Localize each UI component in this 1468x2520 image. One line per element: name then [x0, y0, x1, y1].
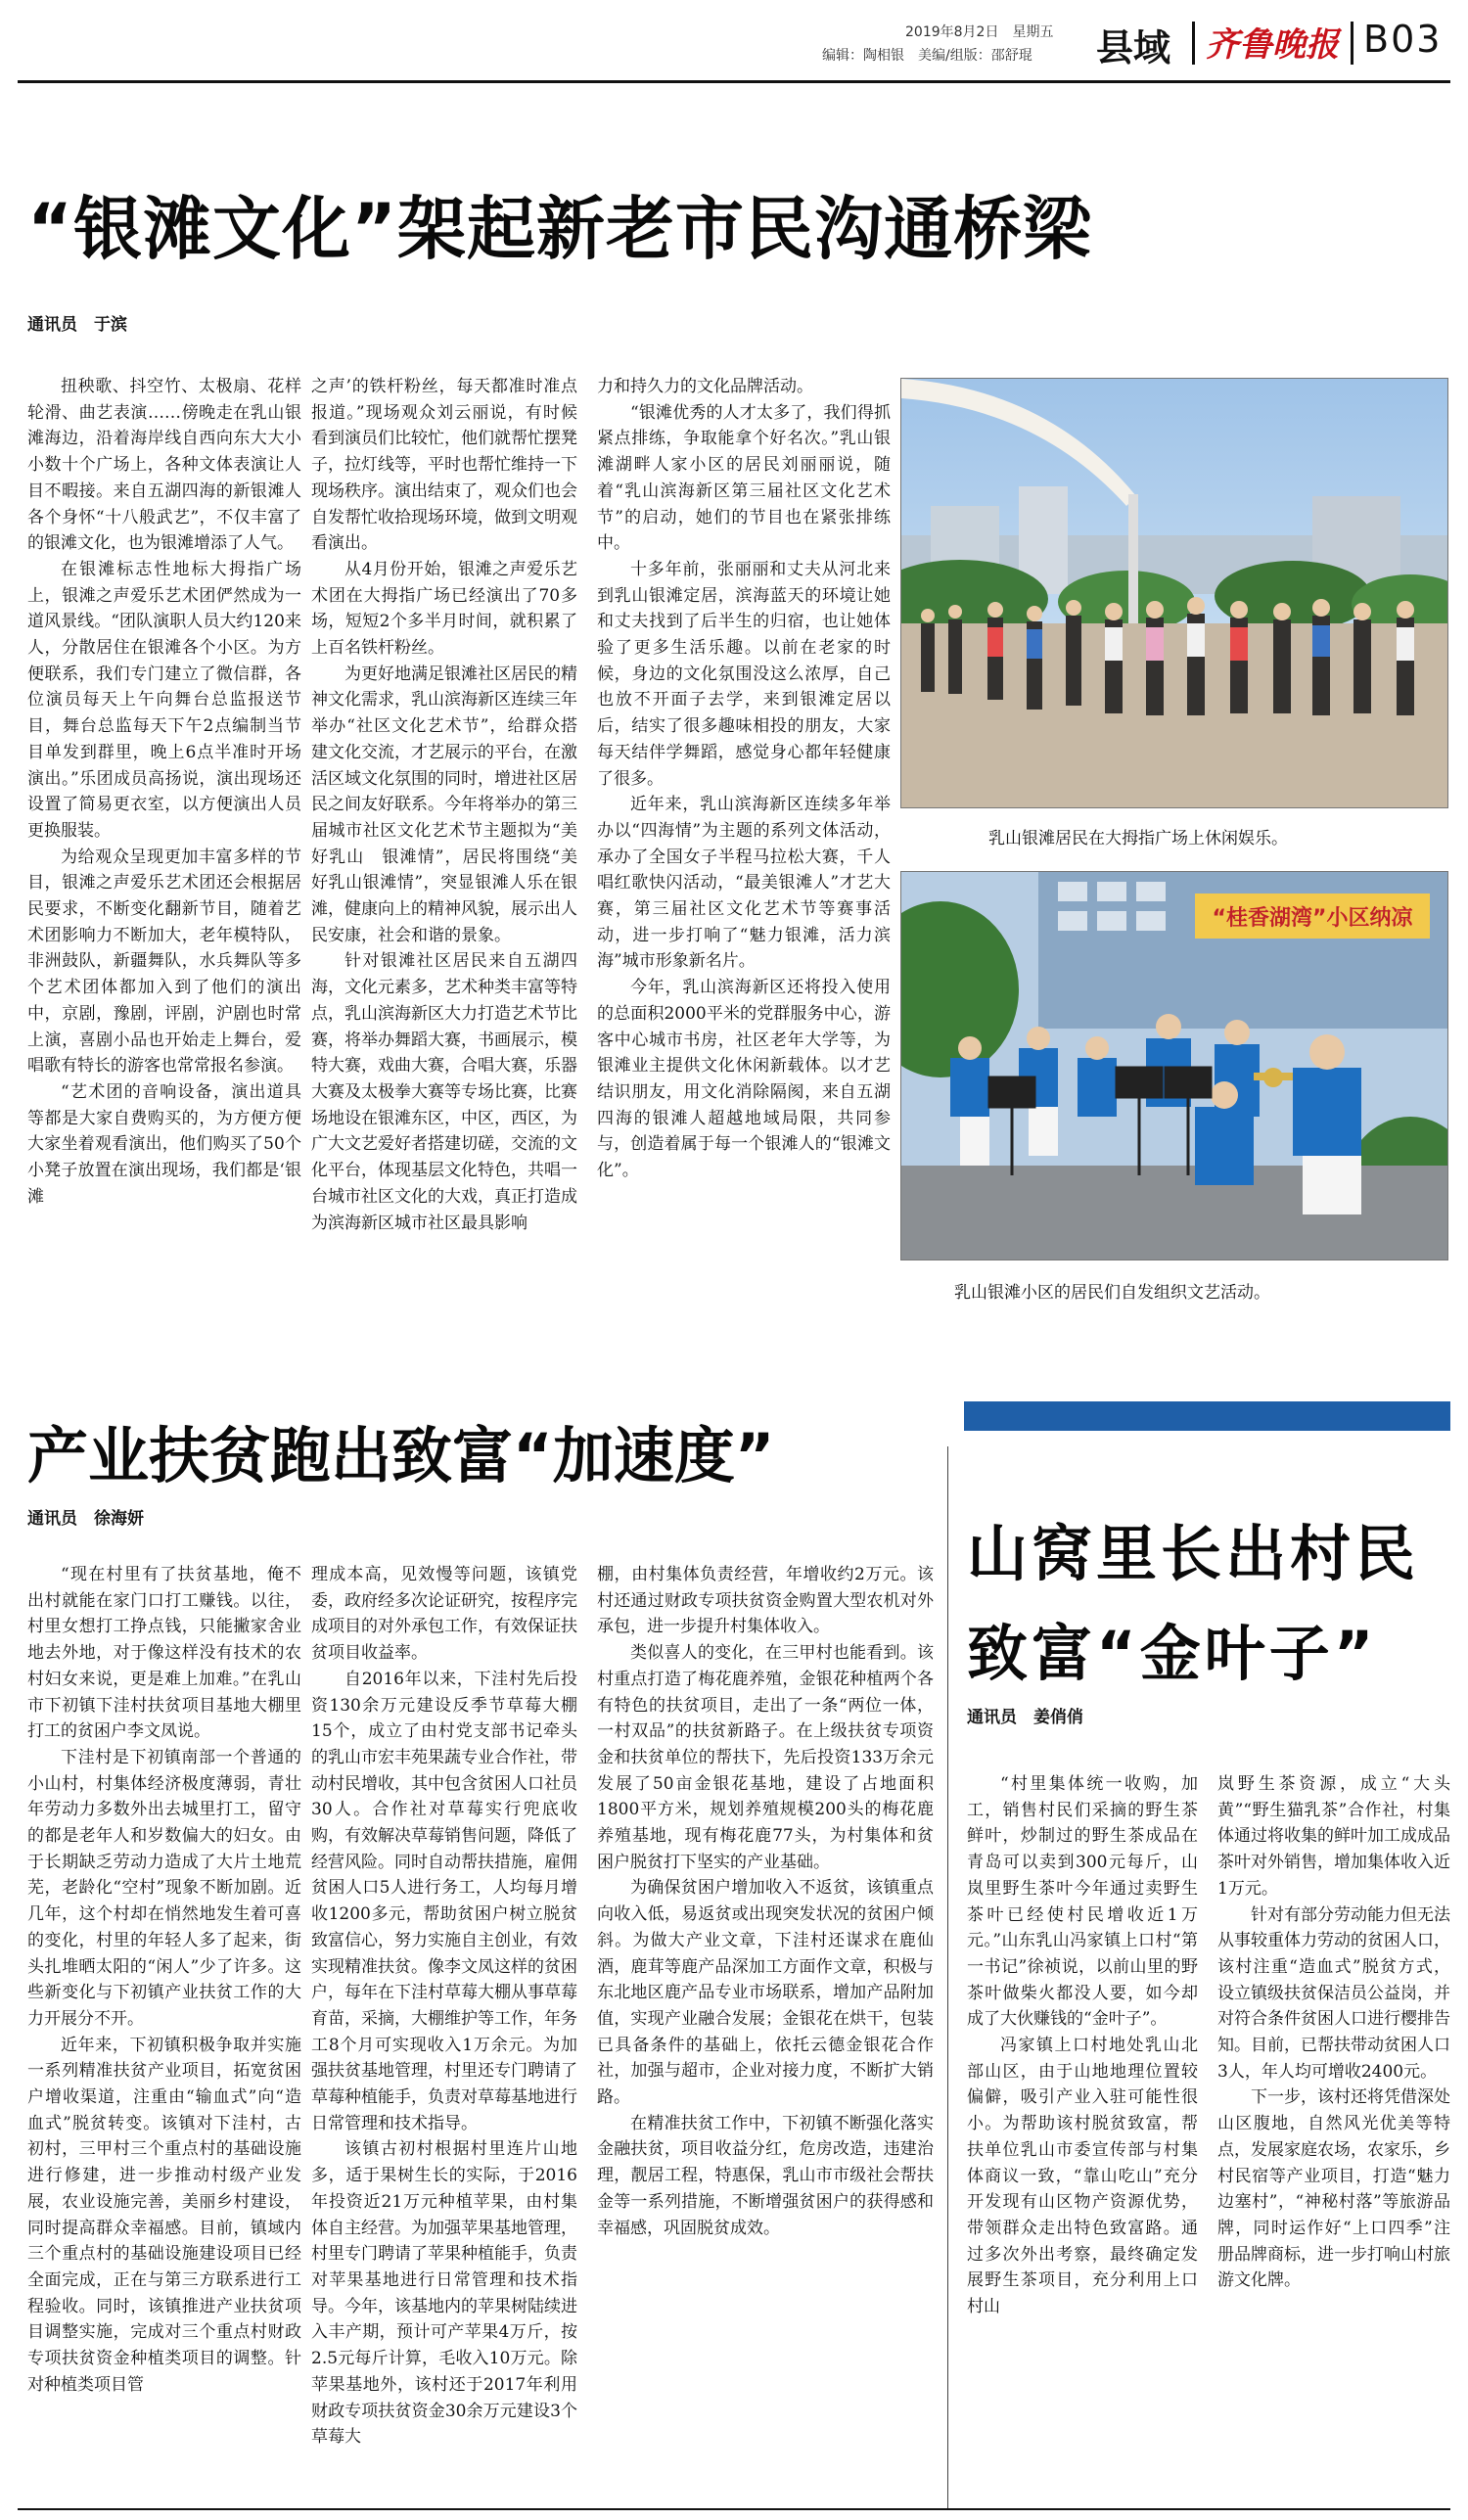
paragraph: “银滩优秀的人才太多了，我们得抓紧点排练，争取能拿个好名次。”乳山银滩湖畔人家小区的居民刘丽丽说，随着“乳山滨海新区第三届社区文化艺术节”的启动，她们的节目也在紧张排练中。: [597, 402, 891, 554]
paragraph: “村里集体统一收购，加工，销售村民们采摘的野生茶鲜叶，炒制过的野生茶成品在青岛可以卖到300元每斤，山岚里野生茶叶今年通过卖野生茶叶已经使村民增收近1万元。”山东乳山冯家镇上口村“第一书记”徐祯说，以前山里的野茶叶做柴火都没人要，如今却成了大伙赚钱的“金叶子”。: [967, 1774, 1198, 2030]
paragraph: 力和持久力的文化品牌活动。: [597, 377, 813, 396]
paragraph: 在精准扶贫工作中，下初镇不断强化落实金融扶贫，项目收益分红，危房改造，违建治理，靓居工程，特惠保，乳山市市级社会帮扶金等一系列措施，不断增强贫困户的获得感和幸福感，巩固脱贫成效。: [597, 2113, 934, 2238]
paragraph: 从4月份开始，银滩之声爱乐艺术团在大拇指广场已经演出了70多场，短短2个多半月时间，就积累了上百名铁杆粉丝。: [311, 559, 577, 659]
paragraph: 棚，由村集体负责经营，年增收约2万元。该村还通过财政专项扶贫资金购置大型农机对外承包，进一步提升村集体收入。: [597, 1565, 934, 1637]
paragraph: 近年来，乳山滨海新区连续多年举办以“四海情”为主题的系列文体活动，承办了全国女子半程马拉松大赛，千人唱红歌快闪活动，“最美银滩人”才艺大赛，第三届社区文化艺术节等赛事活动，进一步打响了“魅力银滩，活力滨海”城市形象新名片。: [597, 795, 891, 972]
paragraph: 为给观众呈现更加丰富多样的节目，银滩之声爱乐艺术团还会根据居民要求，不断变化翻新节目，随着艺术团影响力不断加大，老年模特队，非洲鼓队，新疆舞队，水兵舞队等多个艺术团体都加入到了他们的演出中，京剧，豫剧，评剧，沪剧也时常上演，喜剧小品也开始走上舞台，爱唱歌有特长的游客也常常报名参演。: [27, 847, 301, 1077]
paragraph: 在银滩标志性地标大拇指广场上，银滩之声爱乐艺术团俨然成为一道风景线。“团队演职人员大约120来人，分散居住在银滩各个小区。为方便联系，我们专门建立了微信群，各位演员每天上午向舞台总监报送节目，舞台总监每天下午2点编制当节目单发到群里，晚上6点半准时开场演出。”乐团成员高扬说，演出现场还设置了简易更衣室，以方便演出人员更换服装。: [27, 559, 301, 841]
article2-byline: 通讯员 徐海妍: [27, 1509, 144, 1529]
editor-credits: 编辑：陶相银 美编/组版：邵舒琨: [822, 48, 1032, 64]
paragraph: 类似喜人的变化，在三甲村也能看到。该村重点打造了梅花鹿养殖，金银花种植两个各有特色的扶贫项目，走出了一条“两位一体，一村双品”的扶贫新路子。在上级扶贫专项资金和扶贫单位的帮扶下，先后投资133万余元发展了50亩金银花基地，建设了占地面积1800平方米，规划养殖规模200头的梅花鹿养殖基地，现有梅花鹿77头，为村集体和贫困户脱贫打下坚实的产业基础。: [597, 1643, 934, 1872]
article3-column-1: [967, 1771, 1198, 2501]
photo-caption: 乳山银滩小区的居民们自发组织文艺活动。: [954, 1283, 1270, 1303]
header-divider: [1351, 22, 1353, 65]
paragraph: 扭秧歌、抖空竹、太极扇、花样轮滑、曲艺表演……傍晚走在乳山银滩海边，沿着海岸线自西向东大大小小数十个广场上，各种文体表演让人目不暇接。来自五湖四海的新银滩人各个身怀“十八般武艺”，不仅丰富了的银滩文化，也为银滩增添了人气。: [27, 377, 301, 554]
article3-headline-line1: 山窝里长出村民: [967, 1518, 1420, 1589]
article3-byline: 通讯员 姜俏俏: [967, 1708, 1083, 1727]
paragraph: “艺术团的音响设备，演出道具等都是大家自费购买的，为方便方便大家坐着观看演出，他们购买了50个小凳子放置在演出现场，我们都是‘银滩: [27, 1081, 301, 1207]
header-rule: [18, 80, 1450, 83]
band-scene-illustration: [901, 872, 1448, 1260]
paragraph: “现在村里有了扶贫基地，俺不出村就能在家门口打工赚钱。以往，村里女想打工挣点钱，只能撇家舍业地去外地，对于像这样没有技术的农村妇女来说，更是难上加难。”在乳山市下初镇下洼村扶贫项目基地大棚里打工的贫困户李文凤说。: [27, 1565, 301, 1742]
paragraph: 自2016年以来，下洼村先后投资130余万元建设反季节草莓大棚15个，成立了由村党支部书记牵头的乳山市宏丰苑果蔬专业合作社，带动村民增收，其中包含贫困人口社员30人。合作社对草莓实行兜底收购，有效解决草莓销售问题，降低了经营风险。同时自动帮扶措施，雇佣贫困人口5人进行务工，人均每月增收1200多元，帮助贫困户树立脱贫致富信心，努力实施自主创业，有效实现精准扶贫。像李文凤这样的贫困户，每年在下洼村草莓大棚从事草莓育苗，采摘，大棚维护等工作，年务工8个月可实现收入1万余元。为加强扶贫基地管理，村里还专门聘请了草莓种植能手，负责对草莓基地进行日常管理和技术指导。: [311, 1669, 577, 2133]
article1-headline: “银滩文化”架起新老市民沟通桥梁: [27, 189, 1093, 269]
issue-date: 2019年8月2日 星期五: [905, 24, 1054, 40]
page-number: B03: [1363, 18, 1443, 61]
section-name: 县域: [1096, 26, 1171, 69]
photo-band-performance: [900, 871, 1448, 1260]
photo-square-dancing: [900, 378, 1448, 808]
article3-accent-bar: [964, 1401, 1450, 1431]
paragraph: 为确保贫困户增加收入不返贫，该镇重点向收入低，易返贫或出现突发状况的贫困户倾斜。为做大产业文章，下洼村还谋求在鹿仙酒，鹿茸等鹿产品深加工方面作文章，积极与东北地区鹿产品专业市场联系，增加产品附加值，实现产业融合发展；金银花在烘干，包装已具备条件的基础上，依托云德金银花合作社，加强与超市，企业对接力度，不断扩大销路。: [597, 1878, 934, 2108]
header-divider: [1192, 22, 1195, 65]
article2-column-2: [311, 1562, 577, 2501]
article2-column-1: [27, 1562, 301, 2501]
article1-column-2: [311, 374, 577, 1352]
paragraph: 针对银滩社区居民来自五湖四海，文化元素多，艺术种类丰富等特点，乳山滨海新区大力打造艺术节比赛，将举办舞蹈大赛，书画展示，模特大赛，戏曲大赛，合唱大赛，乐器大赛及太极拳大赛等专场比赛，比赛场地设在银滩东区，中区，西区，为广大文艺爱好者搭建切磋，交流的文化平台，体现基层文化特色，共唱一台城市社区文化的大戏，真正打造成为滨海新区城市社区最具影响: [311, 951, 577, 1233]
paragraph: 今年，乳山滨海新区还将投入使用的总面积2000平米的党群服务中心，游客中心城市书房，社区老年大学等，为银滩业主提供文化休闲新载体。以才艺结识朋友，用文化消除隔阂，来自五湖四海的银滩人超越地域局限，共同参与，创造着属于每一个银滩人的“银滩文化”。: [597, 978, 891, 1181]
paragraph: 十多年前，张丽丽和丈夫从河北来到乳山银滩定居，滨海蓝天的环境让她和丈夫找到了后半生的归宿，也让她体验了更多生活乐趣。以前在老家的时候，身边的文化氛围没这么浓厚，自己也放不开面子去学，来到银滩定居以后，结实了很多趣味相投的朋友，大家每天结伴学舞蹈，感觉身心都年轻健康了很多。: [597, 559, 891, 789]
footer-rule: [18, 2508, 1450, 2510]
article2-headline: 产业扶贫跑出致富“加速度”: [27, 1420, 775, 1491]
page-header: [0, 0, 1468, 78]
banner-text: “桂香湖湾”小区纳凉: [1212, 906, 1413, 931]
paragraph: 该镇古初村根据村里连片山地多，适于果树生长的实际，于2016年投资近21万元种植苹果，由村集体自主经营。为加强苹果基地管理，村里专门聘请了苹果种植能手，负责对苹果基地进行日常管理和技术指导。今年，该基地内的苹果树陆续进入丰产期，预计可产苹果4万斤，按2.5元每斤计算，毛收入10万元。除苹果基地外，该村还于2017年利用财政专项扶贫资金30余万元建设3个草莓大: [311, 2139, 577, 2448]
article3-headline-line2: 致富“金叶子”: [967, 1618, 1378, 1689]
column-divider: [947, 1446, 948, 2508]
paragraph: 理成本高，见效慢等问题，该镇党委，政府经多次论证研究，按程序完成项目的对外承包工作，有效保证扶贫项目收益率。: [311, 1565, 577, 1664]
paragraph: 岚野生茶资源，成立“大头黄”“野生猫乳茶”合作社，村集体通过将收集的鲜叶加工成成品茶叶对外销售，增加集体收入近1万元。: [1217, 1774, 1450, 1899]
paragraph: 之声’的铁杆粉丝，每天都准时准点报道。”现场观众刘云丽说，有时候看到演员们比较忙，他们就帮忙摆凳子，拉灯线等，平时也帮忙维持一下现场秩序。演出结束了，观众们也会自发帮忙收拾现场环境，做到文明观看演出。: [311, 377, 577, 554]
newspaper-logo: 齐鲁晚报: [1206, 25, 1339, 65]
article1-column-3: [597, 374, 891, 1352]
paragraph: 为更好地满足银滩社区居民的精神文化需求，乳山滨海新区连续三年举办“社区文化艺术节”，给群众搭建文化交流，才艺展示的平台，在激活区域文化氛围的同时，增进社区居民之间友好联系。今年将举办的第三届城市社区文化艺术节主题拟为“美好乳山 银滩情”，居民将围绕“美好乳山银滩情”，突显银滩人乐在银滩，健康向上的精神风貌，展示出人民安康，社会和谐的景象。: [311, 664, 577, 945]
article3-column-2: [1217, 1771, 1450, 2501]
paragraph: 下洼村是下初镇南部一个普通的小山村，村集体经济极度薄弱，青壮年劳动力多数外出去城里打工，留守的都是老年人和岁数偏大的妇女。由于长期缺乏劳动力造成了大片土地荒芜，老龄化“空村”现象不断加剧。近几年，这个村却在悄然地发生着可喜的变化，村里的年轻人多了起来，街头扎堆晒太阳的“闲人”少了许多。这些新变化与下初镇产业扶贫工作的大力开展分不开。: [27, 1747, 301, 2029]
paragraph: 针对有部分劳动能力但无法从事较重体力劳动的贫困人口，该村注重“造血式”脱贫方式，设立镇级扶贫保洁员公益岗，并对符合条件贫困人口进行樱排告知。目前，已帮扶带动贫困人口3人，年人均可增收2400元。: [1217, 1904, 1450, 2082]
paragraph: 下一步，该村还将凭借深处山区腹地，自然风光优美等特点，发展家庭农场，农家乐，乡村民宿等产业项目，打造“魅力边塞村”，“神秘村落”等旅游品牌，同时运作好“上口四季”注册品牌商标，进一步打响山村旅游文化牌。: [1217, 2087, 1450, 2291]
article2-column-3: [597, 1562, 934, 2501]
photo-caption: 乳山银滩居民在大拇指广场上休闲娱乐。: [988, 829, 1288, 848]
article1-byline: 通讯员 于滨: [27, 315, 127, 335]
paragraph: 冯家镇上口村地处乳山北部山区，由于山地地理位置较偏僻，吸引产业入驻可能性很小。为帮助该村脱贫致富，帮扶单位乳山市委宣传部与村集体商议一致，“靠山吃山”充分开发现有山区物产资源优势，带领群众走出特色致富路。通过多次外出考察，最终确定发展野生茶项目，充分利用上口村山: [967, 2036, 1198, 2317]
paragraph: 近年来，下初镇积极争取并实施一系列精准扶贫产业项目，拓宽贫困户增收渠道，注重由“输血式”向“造血式”脱贫转变。该镇对下洼村，古初村，三甲村三个重点村的基础设施进行修建，进一步推动村级产业发展，农业设施完善，美丽乡村建设，同时提高群众幸福感。目前，镇域内三个重点村的基础设施建设项目已经全面完成，正在与第三方联系进行工程验收。同时，该镇推进产业扶贫项目调整实施，完成对三个重点村财政专项扶贫资金种植类项目的调整。针对种植类项目管: [27, 2035, 301, 2395]
dancing-scene-illustration: [901, 379, 1448, 808]
article1-column-1: [27, 374, 301, 1352]
